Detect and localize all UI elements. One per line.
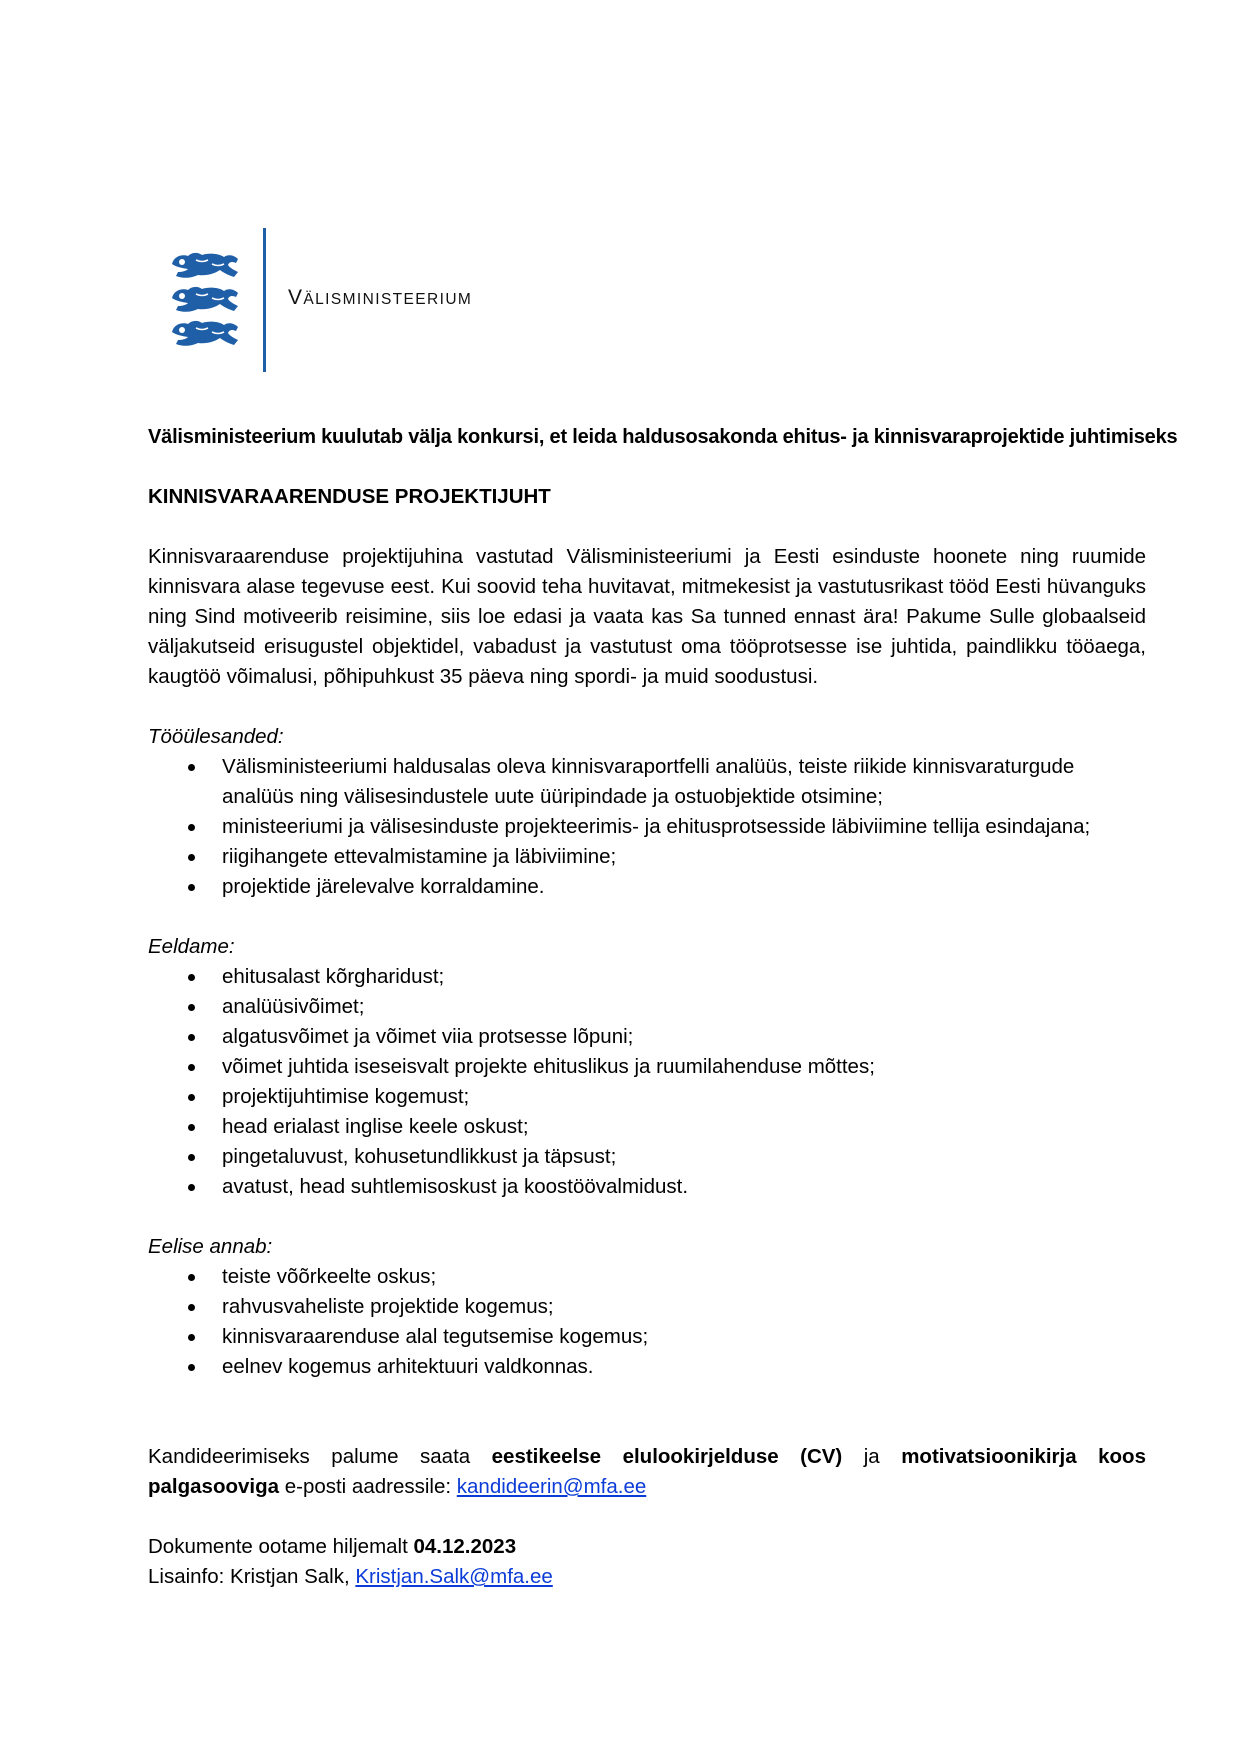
requirements-list [148,962,1146,1202]
list-item-text: algatusvõimet ja võimet viia protsesse lõpuni; [222,1025,634,1048]
list-item-text: eelnev kogemus arhitektuuri valdkonnas. [222,1355,594,1378]
list-item-text: riigihangete ettevalmistamine ja läbiviimine; [222,845,617,868]
section-label-advantages: Eelise annab: [148,1235,273,1258]
bullet-icon [188,1004,195,1011]
deadline [148,1532,1146,1562]
apply-letter-emphasis: motivatsioonikirja koos palgasooviga [148,1445,1146,1498]
tasks-list [148,752,1146,902]
list-item [148,752,1146,812]
list-item-text: kinnisvaraarenduse alal tegutsemise kogemus; [222,1325,649,1348]
bullet-icon [188,884,195,891]
contact-info [148,1562,1146,1592]
apply-text: ja [842,1445,902,1468]
bullet-icon [188,824,195,831]
list-item-text: analüüsivõimet; [222,995,365,1018]
bullet-icon [188,1094,195,1101]
list-item [148,1322,1146,1352]
list-item [148,872,1146,902]
ministry-name: VÄLISMINISTEERIUM [288,286,473,309]
list-item [148,1172,1146,1202]
list-item [148,842,1146,872]
list-item [148,1112,1146,1142]
application-email-link[interactable]: kandideerin@mfa.ee [456,1475,647,1498]
logo-divider [263,228,266,372]
list-item [148,1262,1146,1292]
bullet-icon [188,854,195,861]
list-item-text: ministeeriumi ja välisesinduste projekteerimis- ja ehitusprotsesside läbiviimine tellija esindajana; [222,815,1091,838]
bullet-icon [188,1334,195,1341]
coat-of-arms-icon [168,250,242,346]
deadline-text: Dokumente ootame hiljemalt [148,1535,414,1558]
list-item [148,1352,1146,1382]
list-item-text: teiste võõrkeelte oskus; [222,1265,437,1288]
list-item-text: projektide järelevalve korraldamine. [222,875,545,898]
bullet-icon [188,1154,195,1161]
job-title: KINNISVARAARENDUSE PROJEKTIJUHT [148,485,551,508]
list-item-text: avatust, head suhtlemisoskust ja koostöövalmidust. [222,1175,689,1198]
list-item [148,1022,1146,1052]
list-item [148,962,1146,992]
deadline-date: 04.12.2023 [413,1535,517,1558]
apply-cv-emphasis: eestikeelse elulookirjelduse (CV) [491,1445,843,1468]
apply-text: e-posti aadressile: [279,1475,457,1498]
list-item-text: ehitusalast kõrgharidust; [222,965,445,988]
contact-email-link[interactable]: Kristjan.Salk@mfa.ee [355,1565,553,1588]
list-item [148,812,1146,842]
list-item [148,1052,1146,1082]
list-item [148,1292,1146,1322]
headline: Välisministeerium kuulutab välja konkursi, et leida haldusosakonda ehitus- ja kinnisvaraprojektide juhtimiseks [148,426,1178,448]
application-instructions [148,1442,1146,1502]
apply-text: Kandideerimiseks palume saata [148,1445,492,1468]
list-item [148,1142,1146,1172]
list-item [148,992,1146,1022]
bullet-icon [188,1304,195,1311]
bullet-icon [188,1064,195,1071]
bullet-icon [188,1364,195,1371]
list-item [148,1082,1146,1112]
list-item-text: pingetaluvust, kohusetundlikkust ja täpsust; [222,1145,617,1168]
list-item-text: rahvusvaheliste projektide kogemus; [222,1295,554,1318]
bullet-icon [188,1274,195,1281]
bullet-icon [188,1184,195,1191]
bullet-icon [188,1034,195,1041]
advantages-list [148,1262,1146,1382]
section-label-tasks: Tööülesanded: [148,725,284,748]
list-item-text: Välisministeeriumi haldusalas oleva kinnisvaraportfelli analüüs, teiste riikide kinnisvaraturgude analüüs ning välisesindustele uute üüripindade ja ostuobjektide otsimine; [222,755,1075,808]
bullet-icon [188,1124,195,1131]
list-item-text: projektijuhtimise kogemust; [222,1085,470,1108]
section-label-requirements: Eeldame: [148,935,235,958]
bullet-icon [188,974,195,981]
list-item-text: võimet juhtida iseseisvalt projekte ehituslikus ja ruumilahenduse mõttes; [222,1055,875,1078]
announcement-body [148,422,1178,1592]
list-item-text: head erialast inglise keele oskust; [222,1115,529,1138]
intro-paragraph: Kinnisvaraarenduse projektijuhina vastutad Välisministeeriumi ja Eesti esinduste hoonete ning ruumide kinnisvara alase tegevuse eest. Kui soovid teha huvitavat, mitmekesist ja vastutusrikast tööd Eesti hüvanguks ning Sind motiveerib reisimine, siis loe edasi ja vaata kas Sa tunned ennast ära! Pakume Sulle globaalseid väljakutseid erisugustel objektidel, vabadust ja vastutust oma tööprotsesse ise juhtida, paindlikku tööaega, kaugtöö võimalusi, põhipuhkust 35 päeva ning spordi- ja muid soodustusi. [148,545,1146,688]
contact-text: Lisainfo: Kristjan Salk, [148,1565,356,1588]
bullet-icon [188,764,195,771]
